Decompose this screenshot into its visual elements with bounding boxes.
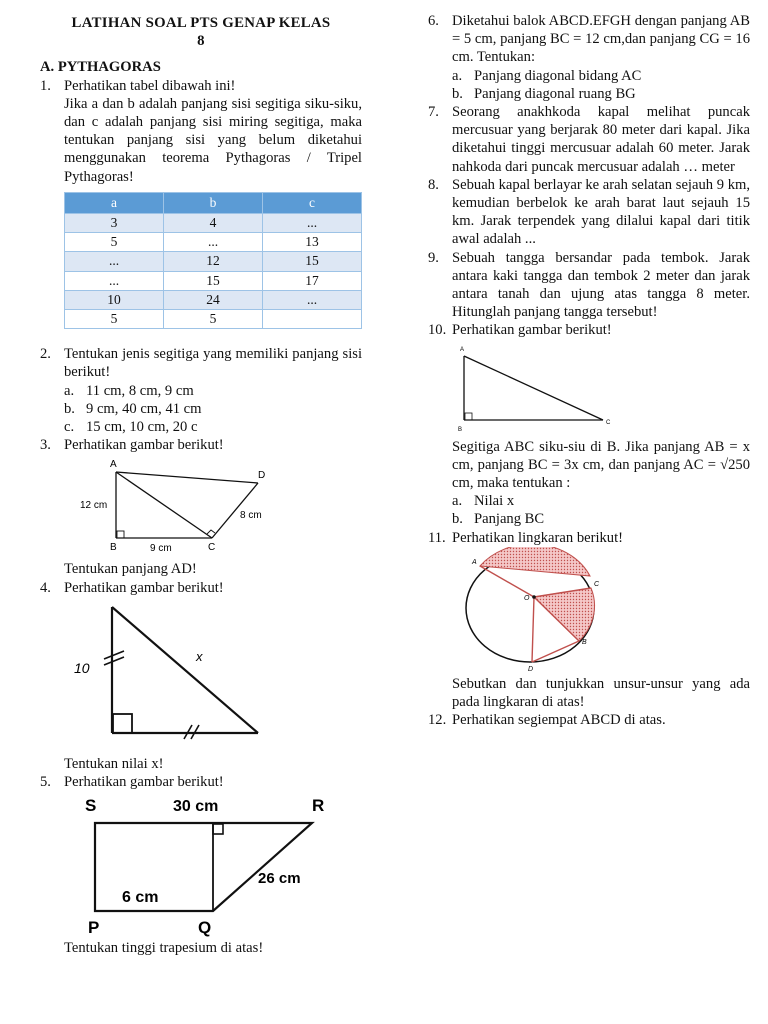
question-text: Perhatikan gambar berikut! <box>64 437 224 454</box>
table-header: a <box>65 192 164 213</box>
question-text: Diketahui balok ABCD.EFGH dengan panjang AB = 5 cm, panjang BC = 12 cm,dan panjang CG = 16 cm. Tentukan: <box>452 13 750 66</box>
option-text: 15 cm, 10 cm, 20 c <box>86 419 198 436</box>
question-2 <box>40 345 362 381</box>
option-a <box>40 382 362 400</box>
option-text: Panjang diagonal bidang AC <box>474 67 642 84</box>
point-label-c: C <box>594 580 600 588</box>
length-label-bc: 9 cm <box>150 543 172 555</box>
option-label: b. <box>452 511 463 528</box>
figure-right-triangle-x <box>40 597 362 755</box>
vertex-label-b: B <box>110 542 117 554</box>
length-label-bottom: 6 cm <box>122 889 159 907</box>
figure-circle-elements <box>428 547 750 675</box>
point-label-b: B <box>582 638 587 646</box>
table-cell: 15 <box>263 252 362 271</box>
question-text: Perhatikan gambar berikut! <box>64 579 224 596</box>
question-text: Perhatikan segiempat ABCD di atas. <box>452 712 666 729</box>
table-cell: 24 <box>164 290 263 309</box>
table-row <box>65 214 362 233</box>
table-cell: 12 <box>164 252 263 271</box>
option-a <box>428 67 750 85</box>
table-cell: ... <box>263 290 362 309</box>
table-row <box>65 310 362 329</box>
question-number: 4. <box>40 579 51 596</box>
table-cell: ... <box>164 233 263 252</box>
question-text: Perhatikan gambar berikut! <box>452 322 612 339</box>
vertex-label-q: Q <box>198 918 212 938</box>
point-label-a: A <box>472 558 477 566</box>
center-label-o: O <box>524 594 530 602</box>
option-text: Panjang diagonal ruang BG <box>474 85 636 102</box>
figure-trapezoid-pqrs <box>40 791 362 939</box>
table-cell: 5 <box>65 233 164 252</box>
option-label: c. <box>64 419 75 436</box>
question-text: Perhatikan lingkaran berikut! <box>452 529 624 546</box>
question-5 <box>40 773 362 791</box>
question-text: Seorang anakhkoda kapal melihat puncak mercusuar yang berjarak 80 meter dari kapal. Jika diketahui tinggi mercusuar adalah 60 meter. Jarak nahkoda dari puncak mercusuar adalah … meter <box>452 104 750 175</box>
table-cell: 5 <box>164 310 263 329</box>
vertex-label-a: A <box>460 346 465 353</box>
table-cell: 15 <box>164 271 263 290</box>
option-b <box>40 400 362 418</box>
table-header: b <box>164 192 263 213</box>
option-c <box>40 418 362 436</box>
table-cell: 10 <box>65 290 164 309</box>
vertex-label-p: P <box>88 918 100 938</box>
table-cell: 13 <box>263 233 362 252</box>
question-4-ask: Tentukan nilai x! <box>64 755 164 772</box>
table-header-row <box>65 192 362 213</box>
left-column <box>40 0 362 957</box>
option-text: 11 cm, 8 cm, 9 cm <box>86 382 194 399</box>
table-cell <box>263 310 362 329</box>
question-number: 11. <box>428 529 446 546</box>
question-number: 2. <box>40 346 51 363</box>
question-number: 5. <box>40 774 51 791</box>
vertex-label-a: A <box>110 459 117 471</box>
question-6 <box>428 12 750 67</box>
question-10-description: Segitiga ABC siku-siu di B. Jika panjang AB = x cm, panjang BC = 3x cm, dan panjang AC = √250 cm, maka tentukan : <box>452 438 750 492</box>
question-11-description: Sebutkan dan tunjukkan unsur-unsur yang ada pada lingkaran di atas! <box>452 675 750 711</box>
option-text: 9 cm, 40 cm, 41 cm <box>86 400 202 417</box>
table-row <box>65 233 362 252</box>
option-label: a. <box>452 67 463 84</box>
option-text: Nilai x <box>474 493 515 510</box>
title-line-2: 8 <box>197 33 205 50</box>
option-b <box>428 85 750 103</box>
length-label-cd: 8 cm <box>240 510 262 522</box>
question-1 <box>40 77 362 95</box>
section-heading: A. PYTHAGORAS <box>40 59 161 76</box>
vertex-label-c: C <box>208 542 216 554</box>
title-line-1: LATIHAN SOAL PTS GENAP KELAS <box>71 15 331 31</box>
question-5-ask: Tentukan tinggi trapesium di atas! <box>64 940 264 957</box>
question-text: Sebuah tangga bersandar pada tembok. Jarak antara kaki tangga dan tembok 2 meter dan jarak antara tanah dan ujung atas tangga 8 meter. Hitunglah panjang tangga tersebut! <box>452 249 750 321</box>
vertex-label-c: C <box>606 419 611 426</box>
question-text: Sebuah kapal berlayar ke arah selatan sejauh 9 km, kemudian berbelok ke arah barat laut sejauh 15 km. Jarak terpendek yang dilalui kapal dari titik awal adalah ... <box>452 176 750 248</box>
right-column <box>428 12 750 729</box>
question-number: 7. <box>428 104 439 121</box>
table-cell: ... <box>65 252 164 271</box>
vertex-label-r: R <box>312 796 325 816</box>
table-cell: 17 <box>263 271 362 290</box>
length-label-ab: 12 cm <box>80 500 108 512</box>
figure-triangle-abc <box>428 340 750 438</box>
question-number: 3. <box>40 437 51 454</box>
question-1-description: Jika a dan b adalah panjang sisi segitiga siku-siku, dan c adalah panjang sisi miring segitiga, maka tentukan panjang sisi yang belum diketahui menggunakan teorema Pythagoras / Tripel Pythagoras! <box>64 95 362 185</box>
option-label: a. <box>452 493 463 510</box>
question-9 <box>428 249 750 322</box>
question-number: 12. <box>428 712 447 729</box>
table-cell: ... <box>65 271 164 290</box>
hypotenuse-label-x: x <box>196 648 203 664</box>
table-cell: ... <box>263 214 362 233</box>
question-3 <box>40 436 362 454</box>
table-cell: 5 <box>65 310 164 329</box>
vertex-label-b: B <box>458 426 463 433</box>
question-8 <box>428 176 750 249</box>
option-label: b. <box>452 85 463 102</box>
worksheet-title <box>40 14 362 50</box>
length-label-slant: 26 cm <box>258 870 301 888</box>
question-10 <box>428 321 750 339</box>
point-label-d: D <box>528 665 534 673</box>
option-text: Panjang BC <box>474 511 545 528</box>
option-b <box>428 510 750 528</box>
question-12 <box>428 711 750 729</box>
question-3-ask: Tentukan panjang AD! <box>64 561 197 578</box>
table-header: c <box>263 192 362 213</box>
question-number: 10. <box>428 322 447 339</box>
question-text: Tentukan jenis segitiga yang memiliki panjang sisi berikut! <box>64 346 362 381</box>
question-number: 9. <box>428 249 439 266</box>
option-label: b. <box>64 400 75 417</box>
option-a <box>428 492 750 510</box>
question-text: Perhatikan gambar berikut! <box>64 774 224 791</box>
option-label: a. <box>64 382 75 399</box>
question-number: 8. <box>428 176 439 193</box>
question-number: 1. <box>40 77 51 94</box>
question-4 <box>40 579 362 597</box>
question-text: Perhatikan tabel dibawah ini! <box>64 77 236 94</box>
question-7 <box>428 103 750 176</box>
figure-triangles-abcd <box>40 454 362 560</box>
table-row <box>65 271 362 290</box>
question-11 <box>428 529 750 547</box>
side-label-10: 10 <box>74 659 90 676</box>
vertex-label-s: S <box>85 796 97 816</box>
table-cell: 4 <box>164 214 263 233</box>
table-row <box>65 252 362 271</box>
pythagoras-table <box>64 192 362 329</box>
vertex-label-d: D <box>258 470 266 482</box>
length-label-top: 30 cm <box>173 798 219 816</box>
table-cell: 3 <box>65 214 164 233</box>
table-row <box>65 290 362 309</box>
question-number: 6. <box>428 13 439 29</box>
